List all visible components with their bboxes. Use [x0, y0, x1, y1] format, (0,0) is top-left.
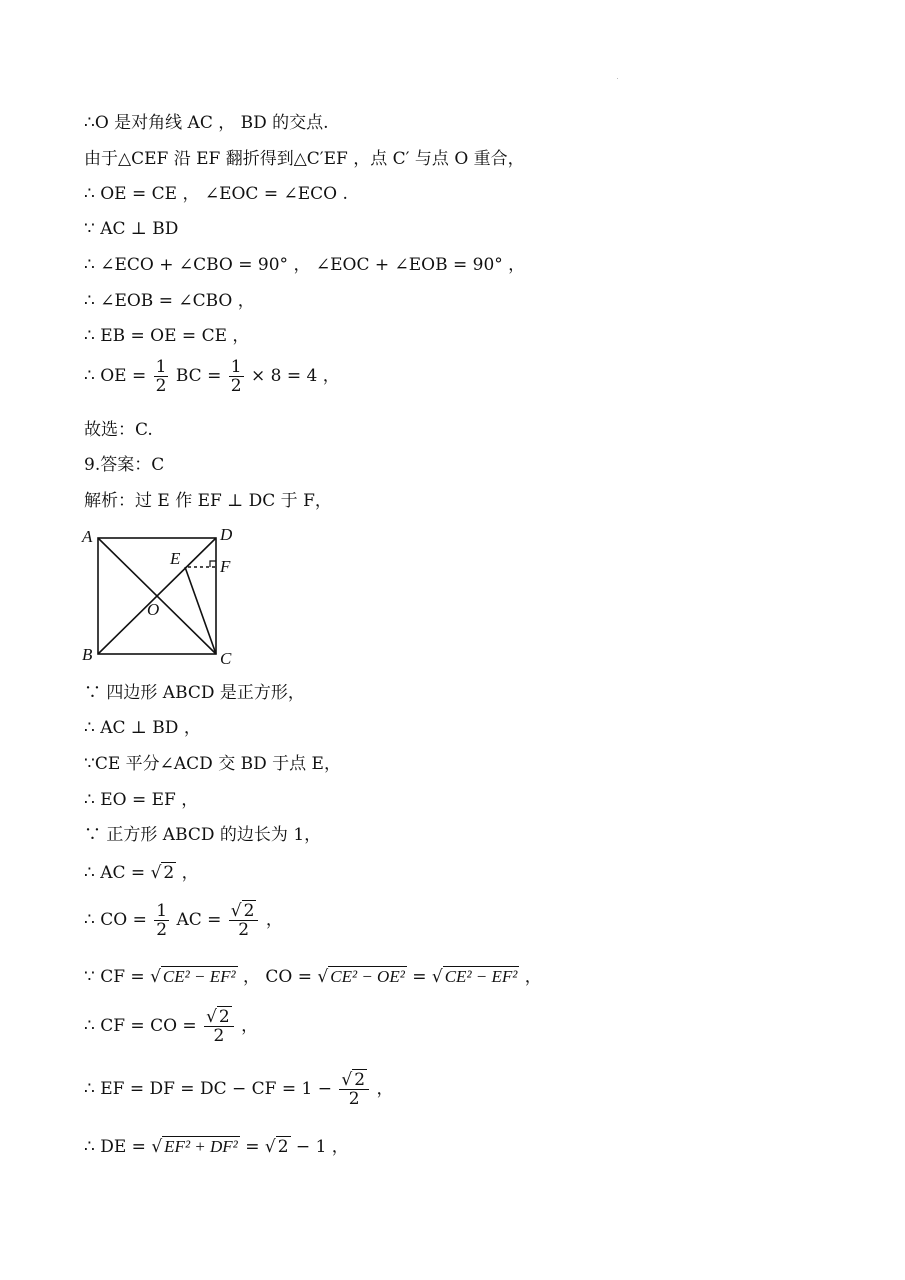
radical-sign: √ — [151, 1137, 163, 1157]
line-21-tail: ， — [376, 1079, 394, 1099]
radicand: EF² + DF² — [164, 1137, 238, 1156]
numerator — [204, 1008, 234, 1027]
label-e: E — [170, 549, 181, 568]
line-2: 由于△CEF 沿 EF 翻折得到△C′EF ，点 C′ 与点 O 重合， — [84, 149, 525, 169]
line-19-tail: ， — [524, 967, 542, 987]
line-18-tail: ， — [265, 910, 283, 930]
line-4: ∵ AC ⊥ BD — [84, 219, 179, 239]
line-17-lead: ∴ AC = — [84, 863, 146, 883]
radical-sign: √ — [150, 967, 161, 987]
line-10: 9.答案：C — [84, 455, 165, 475]
sqrt-2 — [151, 862, 177, 884]
line-13: ∴ AC ⊥ BD ， — [84, 718, 201, 738]
label-c: C — [220, 649, 232, 668]
line-16: ∵ 正方形 ABCD 的边长为 1， — [84, 825, 322, 845]
line-22-eq: = — [245, 1137, 260, 1157]
label-f: F — [220, 557, 231, 576]
radical-sign: √ — [317, 967, 329, 987]
denominator: 2 — [213, 1026, 225, 1046]
line-18 — [84, 902, 283, 939]
line-8-mid: BC = — [175, 366, 222, 386]
line-22-lead: ∴ DE = — [84, 1137, 146, 1157]
denominator: 2 — [155, 376, 167, 396]
denominator: 2 — [348, 1089, 360, 1109]
radicand: CE² − OE² — [330, 967, 405, 986]
fraction-root2-over-2 — [204, 1008, 234, 1045]
sqrt-ce2-ef2 — [150, 966, 238, 988]
label-o: O — [147, 600, 160, 619]
sqrt-ce2-oe2 — [317, 966, 406, 988]
line-20 — [84, 1008, 258, 1045]
radicand: 2 — [163, 863, 175, 883]
line-19-mid: ， CO = — [243, 967, 312, 987]
line-18-lead: ∴ CO = — [84, 910, 147, 930]
line-8-lead: ∴ OE = — [84, 366, 147, 386]
line-8-tail: × 8 = 4 ， — [250, 366, 340, 386]
fraction-half — [229, 358, 244, 395]
line-7: ∴ EB = OE = CE ， — [84, 326, 250, 346]
radicand: 2 — [218, 1007, 230, 1027]
numerator: 1 — [156, 901, 168, 921]
radical-sign: √ — [264, 1137, 276, 1157]
line-17-tail: ， — [181, 863, 199, 883]
line-22-tail: − 1 ， — [295, 1137, 349, 1157]
line-18-mid: AC = — [176, 910, 222, 930]
right-angle-mark — [210, 561, 216, 567]
fraction-root2-over-2 — [229, 902, 259, 939]
numerator: 1 — [230, 357, 242, 377]
line-21-lead: ∴ EF = DF = DC − CF = 1 − — [84, 1079, 332, 1099]
line-5: ∴ ∠ECO + ∠CBO = 90° ， ∠EOC + ∠EOB = 90° ， — [84, 255, 526, 275]
fraction-root2-over-2 — [339, 1071, 369, 1108]
line-1: ∴O 是对角线 AC ， BD 的交点. — [84, 113, 329, 133]
line-17 — [84, 862, 199, 884]
scan-speck — [617, 78, 618, 79]
radicand: 2 — [277, 1137, 289, 1157]
line-21 — [84, 1071, 393, 1108]
denominator: 2 — [238, 920, 250, 940]
fraction-half — [154, 902, 169, 939]
line-19 — [84, 966, 542, 988]
radicand: 2 — [243, 901, 255, 921]
line-8 — [84, 358, 340, 395]
sqrt-ce2-ef2 — [432, 966, 520, 988]
radicand: CE² − EF² — [444, 967, 518, 986]
radicand: 2 — [354, 1070, 366, 1090]
sqrt-2 — [265, 1136, 291, 1158]
line-3: ∴ OE = CE ， ∠EOC = ∠ECO . — [84, 184, 348, 204]
square-figure — [80, 522, 250, 672]
radical-sign: √ — [206, 1007, 217, 1027]
label-b: B — [82, 645, 93, 664]
radicand: CE² − EF² — [162, 967, 236, 986]
line-15: ∴ EO = EF ， — [84, 790, 199, 810]
radical-sign: √ — [341, 1070, 353, 1090]
label-a: A — [82, 527, 93, 546]
radical-sign: √ — [431, 967, 443, 987]
line-12: ∵ 四边形 ABCD 是正方形， — [84, 683, 305, 703]
line-6: ∴ ∠EOB = ∠CBO ， — [84, 291, 255, 311]
radical-sign: √ — [230, 901, 242, 921]
sqrt-ef2-df2 — [151, 1136, 239, 1158]
numerator — [339, 1071, 369, 1090]
fraction-half — [154, 358, 169, 395]
line-9: 故选：C. — [84, 420, 153, 440]
line-20-lead: ∴ CF = CO = — [84, 1016, 197, 1036]
denominator: 2 — [156, 920, 168, 940]
label-d: D — [220, 525, 233, 544]
line-19-lead: ∵ CF = — [84, 967, 145, 987]
denominator: 2 — [230, 376, 242, 396]
segment-ce — [185, 567, 216, 654]
line-11: 解析：过 E 作 EF ⊥ DC 于 F， — [84, 491, 332, 511]
line-14: ∵CE 平分∠ACD 交 BD 于点 E， — [84, 754, 341, 774]
radical-sign: √ — [150, 863, 162, 883]
line-20-tail: ， — [241, 1016, 259, 1036]
numerator — [229, 902, 259, 921]
line-22 — [84, 1136, 349, 1158]
line-19-eq: = — [412, 967, 427, 987]
numerator: 1 — [155, 357, 167, 377]
